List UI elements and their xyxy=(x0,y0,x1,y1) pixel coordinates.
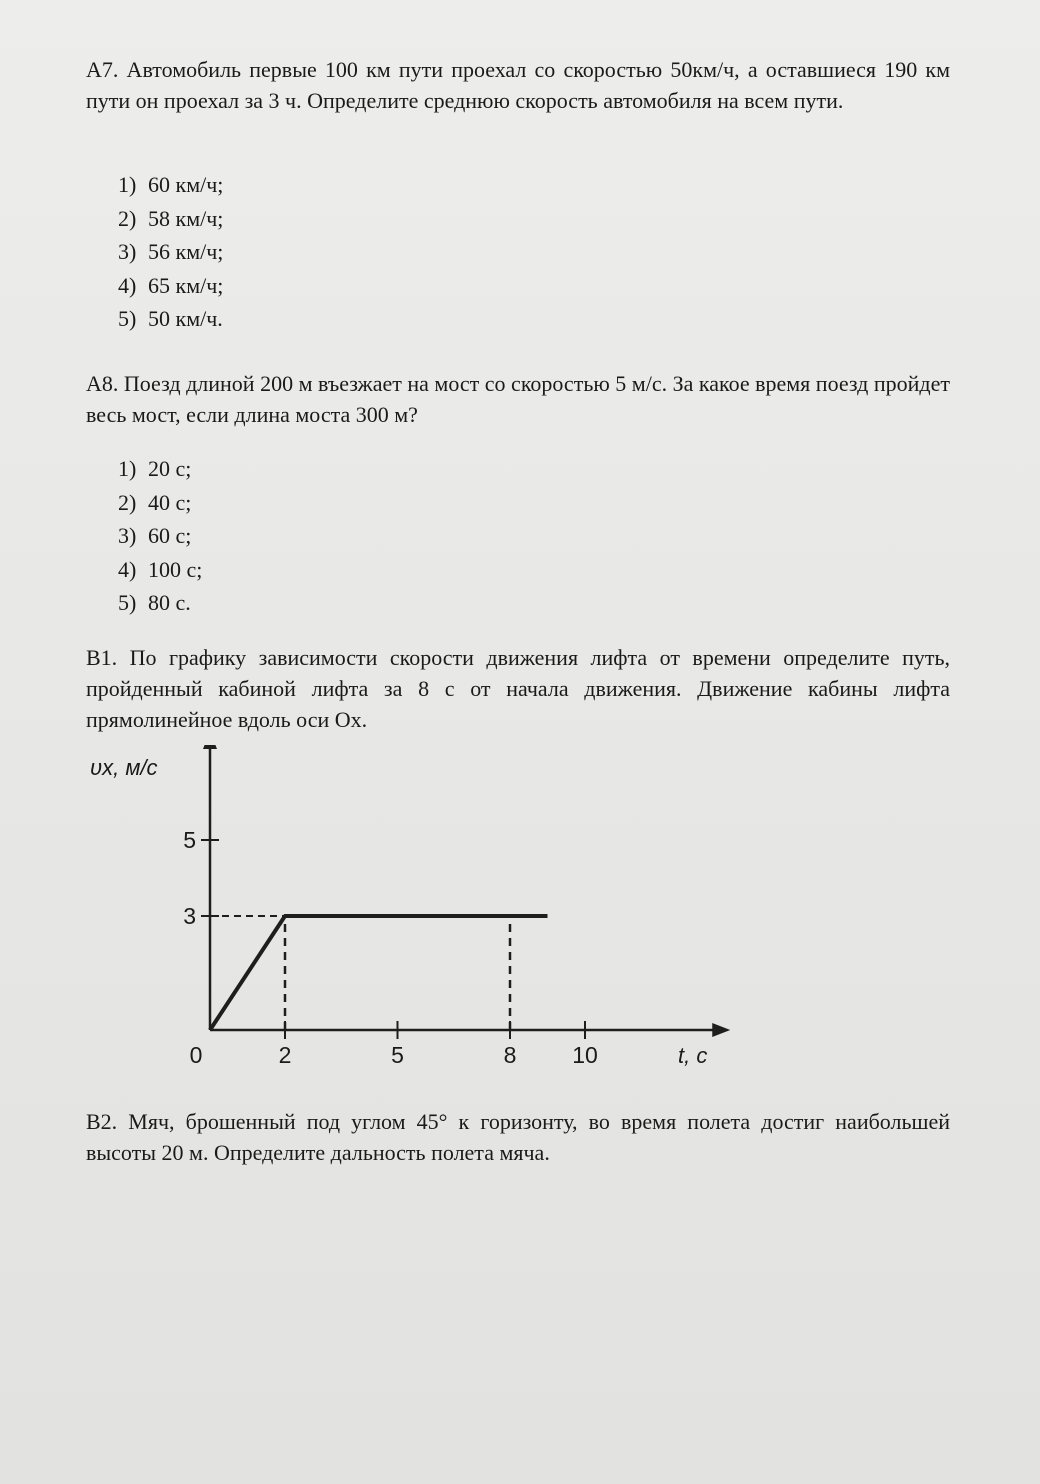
x-tick-label: 5 xyxy=(391,1042,404,1068)
y-tick-label: 3 xyxy=(183,903,196,929)
y-axis-arrow xyxy=(203,745,217,749)
option: 2) 58 км/ч; xyxy=(118,205,224,231)
question-a7-options xyxy=(118,168,223,336)
question-a7-text: А7. Автомобиль первые 100 км пути проехал со скоростью 50км/ч, а оставшиеся 190 км пути он проехал за 3 ч. Определите среднюю скорость автомобиля на всем пути. xyxy=(86,57,950,113)
option: 5) 50 км/ч. xyxy=(118,306,223,331)
x-tick-label: 8 xyxy=(503,1042,517,1068)
option: 1) 20 с; xyxy=(118,456,192,481)
option: 4) 65 км/ч; xyxy=(118,272,224,298)
y-tick-label: 5 xyxy=(183,827,196,853)
option: 2) 40 с; xyxy=(118,489,192,515)
question-b1-text: В1. По графику зависимости скорости движения лифта от времени определите путь, пройденный кабиной лифта за 8 с от начала движения. Движение кабины лифта прямолинейное вдоль оси Ox. xyxy=(86,645,950,732)
x-axis-label: t, с xyxy=(678,1043,708,1068)
option: 3) 56 км/ч; xyxy=(118,239,224,264)
velocity-time-graph xyxy=(80,745,760,1090)
option: 4) 100 с; xyxy=(118,556,203,582)
option: 1) 60 км/ч; xyxy=(118,172,224,197)
x-axis-arrow xyxy=(712,1023,730,1037)
x-tick-label: 2 xyxy=(278,1042,292,1068)
question-a8-options xyxy=(118,452,202,620)
option: 3) 60 с; xyxy=(118,523,192,548)
question-a8-text: А8. Поезд длиной 200 м въезжает на мост со скоростью 5 м/с. За какое время поезд пройдет весь мост, если длина моста 300 м? xyxy=(86,371,950,427)
question-b2-text: В2. Мяч, брошенный под углом 45° к горизонту, во время полета достиг наибольшей высоты 20 м. Определите дальность полета мяча. xyxy=(86,1109,950,1165)
y-axis-label: υx, м/с xyxy=(90,755,158,780)
x-tick-label: 10 xyxy=(572,1042,598,1068)
velocity-line xyxy=(210,916,548,1030)
x-tick-label: 0 xyxy=(189,1042,203,1068)
option: 5) 80 с. xyxy=(118,590,191,615)
